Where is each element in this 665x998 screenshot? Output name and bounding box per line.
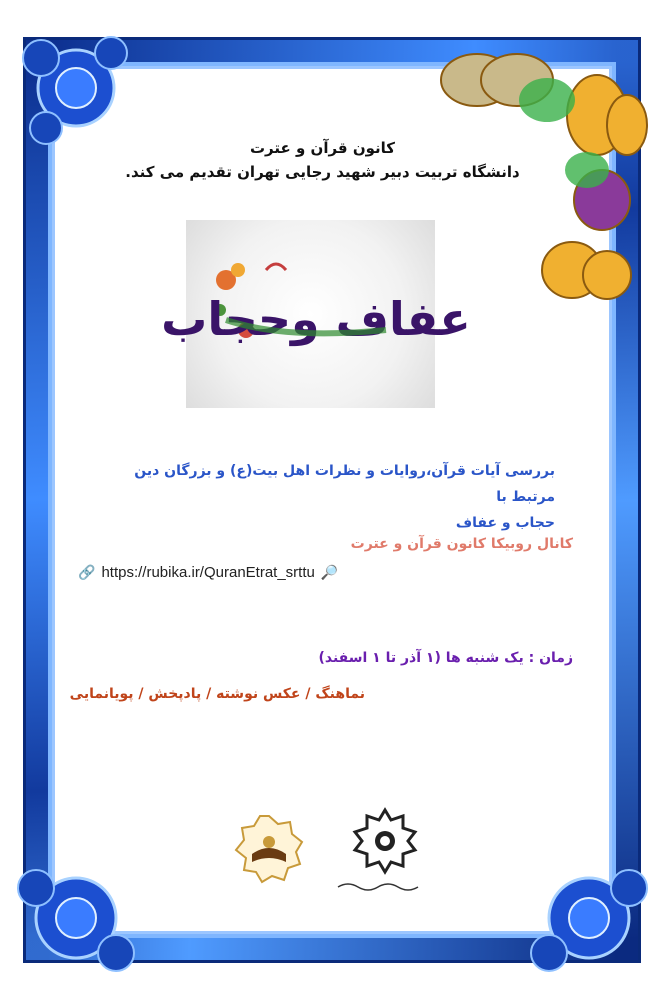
description-text — [100, 458, 555, 536]
intro-line-2: دانشگاه تربیت دبیر شهید رجایی تهران تقدیم می کند. — [125, 163, 520, 181]
schedule-text: زمان : یک شنبه ها (۱ آذر تا ۱ اسفند) — [318, 650, 573, 666]
channel-link-row[interactable] — [78, 564, 338, 581]
description-line-1: بررسی آیات قرآن،روایات و نظرات اهل بیت(ع) و بزرگان دین مرتبط با — [134, 463, 555, 505]
hijab-banner-image — [161, 220, 471, 408]
search-icon: 🔎 — [320, 564, 339, 580]
flower-ornament-icon — [519, 848, 659, 988]
channel-url-link[interactable]: https://rubika.ir/QuranEtrat_srttu — [101, 564, 315, 581]
flower-ornament-icon — [6, 848, 146, 988]
calligraphy-text: عفاف وحجاب — [161, 292, 471, 346]
quran-logo-icon — [234, 814, 304, 884]
link-icon: 🔗 — [78, 564, 96, 580]
university-caption-mark — [336, 880, 426, 892]
calligraphy-art — [161, 220, 471, 408]
description-line-2: حجاب و عفاف — [455, 515, 555, 531]
channel-label: کانال روبیکا کانون قرآن و عترت — [350, 536, 573, 552]
university-logo-icon — [350, 806, 420, 876]
categories-text: نماهنگ / عکس نوشته / پادپخش / پویانمایی — [69, 686, 365, 702]
intro-text — [90, 136, 555, 184]
intro-line-1: کانون قرآن و عترت — [249, 139, 396, 157]
